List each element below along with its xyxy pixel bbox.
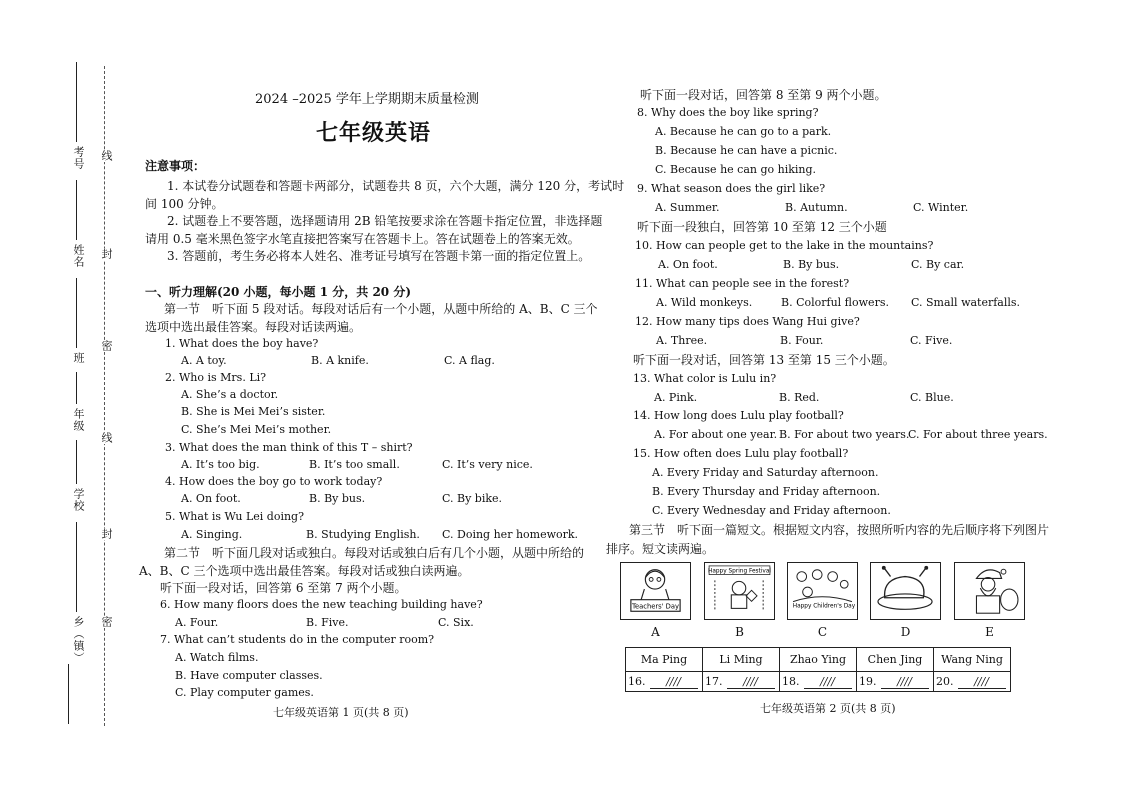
q5-option-b: B. Studying English. [306, 528, 420, 541]
q6-option-c: C. Six. [438, 616, 474, 629]
kaohao-line [76, 62, 77, 142]
q4-option-a: A. On foot. [181, 492, 241, 505]
nianji-label: 年级 [72, 408, 85, 432]
picture-a-text: Teachers' Day [631, 602, 680, 611]
xiang-line [76, 522, 77, 612]
q3-option-a: A. It’s too big. [181, 458, 260, 471]
q2-option-a: A. She’s a doctor. [181, 388, 279, 401]
q4-option-b: B. By bus. [309, 492, 366, 505]
question-4: 4. How does the boy go to work today? [165, 475, 383, 488]
seal-feng-1: 封 [100, 248, 113, 260]
notice-item-1b: 间 100 分钟。 [145, 197, 224, 211]
notice-item-2a: 2. 试题卷上不要答题，选择题请用 2B 铅笔按要求涂在答题卡指定位置，非选择题 [167, 214, 603, 228]
q15-option-a: A. Every Friday and Saturday afternoon. [652, 466, 879, 479]
q13-option-b: B. Red. [779, 391, 820, 404]
q2-option-b: B. She is Mei Mei’s sister. [181, 405, 326, 418]
name-cell: Zhao Ying [780, 648, 857, 672]
question-3: 3. What does the man think of this T – shirt? [165, 441, 413, 454]
xingming-label: 姓名 [72, 244, 85, 268]
seal-mi-1: 密 [100, 340, 113, 352]
part-1-instruction-a: 第一节 听下面 5 段对话。每段对话后有一个小题，从题中所给的 A、B、C 三个 [164, 302, 598, 316]
q3-option-b: B. It’s too small. [309, 458, 400, 471]
q4-option-c: C. By bike. [442, 492, 503, 505]
notice-item-1a: 1. 本试卷分试题卷和答题卡两部分，试题卷共 8 页，六个大题，满分 120 分，考试时 [167, 179, 625, 193]
q15-option-b: B. Every Thursday and Friday afternoon. [652, 485, 881, 498]
question-10: 10. How can people get to the lake in the mountains? [635, 239, 934, 252]
q15-option-c: C. Every Wednesday and Friday afternoon. [652, 504, 891, 517]
seal-mi-2: 密 [100, 616, 113, 628]
name-cell: Wang Ning [934, 648, 1011, 672]
q14-option-b: B. For about two years. [779, 428, 910, 441]
q13-option-c: C. Blue. [910, 391, 954, 404]
picture-label-a: A [651, 625, 660, 639]
q7-option-b: B. Have computer classes. [175, 669, 323, 682]
q12-option-b: B. Four. [780, 334, 824, 347]
q10-option-a: A. On foot. [658, 258, 718, 271]
question-12: 12. How many tips does Wang Hui give? [635, 315, 860, 328]
exam-title: 2024 –2025 学年上学期期末质量检测 [255, 92, 479, 107]
question-8: 8. Why does the boy like spring? [637, 106, 819, 119]
intro-6-7: 听下面一段对话，回答第 6 至第 7 两个小题。 [160, 581, 407, 595]
q6-option-a: A. Four. [175, 616, 219, 629]
name-cell: Chen Jing [857, 648, 934, 672]
name-cell: Li Ming [703, 648, 780, 672]
q2-option-c: C. She’s Mei Mei’s mother. [181, 423, 332, 436]
answer-blank: //// [804, 675, 852, 689]
picture-c-childrens-day [787, 562, 858, 620]
q7-option-c: C. Play computer games. [175, 686, 314, 699]
picture-label-b: B [735, 625, 744, 639]
answer-cell [857, 672, 934, 692]
section-1-title: 一、听力理解(20 小题，每小题 1 分，共 20 分) [145, 285, 411, 299]
seal-xian-2: 线 [100, 432, 113, 444]
kaohao-label: 考号 [72, 146, 85, 170]
q8-option-c: C. Because he can go hiking. [655, 163, 817, 176]
picture-d-roast-turkey [870, 562, 941, 620]
question-14: 14. How long does Lulu play football? [633, 409, 844, 422]
seal-xian-1: 线 [100, 150, 113, 162]
q1-option-a: A. A toy. [181, 354, 227, 367]
q14-option-a: A. For about one year. [654, 428, 778, 441]
answer-blank: //// [727, 675, 775, 689]
notice-item-2b: 请用 0.5 毫米黑色签字水笔直接把答案写在答题卡上。答在试题卷上的答案无效。 [145, 232, 580, 246]
answer-number: 19. [859, 674, 877, 688]
picture-a-teachers-day [620, 562, 691, 620]
xuexiao-label: 学校 [72, 488, 85, 512]
notice-title: 注意事项： [145, 159, 206, 173]
answer-blank: //// [958, 675, 1006, 689]
q1-option-b: B. A knife. [311, 354, 369, 367]
q8-option-b: B. Because he can have a picnic. [655, 144, 838, 157]
picture-c-text: Happy Children's Day [792, 603, 856, 610]
answer-cell [780, 672, 857, 692]
picture-b-spring-festival [704, 562, 775, 620]
answer-number: 17. [705, 674, 723, 688]
xingming-line [76, 180, 77, 240]
part-1-instruction-b: 选项中选出最佳答案。每段对话读两遍。 [145, 320, 362, 334]
page-2-footer: 七年级英语第 2 页(共 8 页) [760, 702, 896, 715]
q9-option-c: C. Winter. [913, 201, 969, 214]
q8-option-a: A. Because he can go to a park. [655, 125, 832, 138]
q11-option-c: C. Small waterfalls. [911, 296, 1021, 309]
ban-label: 班 [72, 352, 85, 364]
question-9: 9. What season does the girl like? [637, 182, 826, 195]
part-3-instruction-b: 排序。短文读两遍。 [606, 542, 715, 556]
question-15: 15. How often does Lulu play football? [633, 447, 849, 460]
q7-option-a: A. Watch films. [175, 651, 259, 664]
page-1-footer: 七年级英语第 1 页(共 8 页) [273, 706, 409, 719]
answer-table-names-row [626, 648, 1011, 672]
part-3-instruction-a: 第三节 听下面一篇短文。根据短文内容，按照所听内容的先后顺序将下列图片 [629, 523, 1050, 537]
answer-blank: //// [650, 675, 698, 689]
answer-table-blanks-row [626, 672, 1011, 692]
intro-10-12: 听下面一段独白，回答第 10 至第 12 三个小题 [637, 220, 887, 234]
answer-number: 16. [628, 674, 646, 688]
question-2: 2. Who is Mrs. Li? [165, 371, 267, 384]
answer-number: 18. [782, 674, 800, 688]
answer-table [625, 647, 1011, 692]
q5-option-a: A. Singing. [181, 528, 243, 541]
q14-option-c: C. For about three years. [908, 428, 1048, 441]
question-7: 7. What can’t students do in the computer room? [160, 633, 435, 646]
picture-label-c: C [817, 625, 828, 639]
question-13: 13. What color is Lulu in? [633, 372, 777, 385]
question-6: 6. How many floors does the new teaching building have? [160, 598, 483, 611]
question-1: 1. What does the boy have? [165, 337, 319, 350]
picture-label-e: E [985, 625, 994, 639]
answer-number: 20. [936, 674, 954, 688]
intro-13-15: 听下面一段对话，回答第 13 至第 15 三个小题。 [633, 353, 895, 367]
question-5: 5. What is Wu Lei doing? [165, 510, 304, 523]
answer-cell [703, 672, 780, 692]
name-cell: Ma Ping [626, 648, 703, 672]
ban-line [76, 278, 77, 348]
question-11: 11. What can people see in the forest? [635, 277, 850, 290]
q10-option-c: C. By car. [911, 258, 965, 271]
notice-item-3: 3. 答题前，考生务必将本人姓名、准考证号填写在答题卡第一面的指定位置上。 [167, 249, 591, 263]
q11-option-b: B. Colorful flowers. [781, 296, 889, 309]
q9-option-a: A. Summer. [655, 201, 720, 214]
part-2-instruction-b: A、B、C 三个选项中选出最佳答案。每段对话或独白读两遍。 [139, 564, 470, 578]
q1-option-c: C. A flag. [444, 354, 495, 367]
answer-cell [626, 672, 703, 692]
q11-option-a: A. Wild monkeys. [656, 296, 753, 309]
xiang-bottom-line [68, 664, 69, 724]
q6-option-b: B. Five. [306, 616, 349, 629]
q9-option-b: B. Autumn. [785, 201, 848, 214]
xiang-label: 乡（镇） [72, 616, 85, 664]
subject-title: 七年级英语 [316, 120, 432, 146]
q5-option-c: C. Doing her homework. [442, 528, 579, 541]
answer-cell [934, 672, 1011, 692]
q12-option-c: C. Five. [910, 334, 953, 347]
seal-feng-2: 封 [100, 528, 113, 540]
picture-e-santa-claus [954, 562, 1025, 620]
q10-option-b: B. By bus. [783, 258, 840, 271]
intro-8-9: 听下面一段对话，回答第 8 至第 9 两个小题。 [640, 88, 887, 102]
answer-blank: //// [881, 675, 929, 689]
picture-b-text: Happy Spring Festival [707, 568, 772, 575]
picture-label-d: D [900, 625, 911, 639]
q3-option-c: C. It’s very nice. [442, 458, 533, 471]
q13-option-a: A. Pink. [654, 391, 698, 404]
q12-option-a: A. Three. [656, 334, 708, 347]
part-2-instruction-a: 第二节 听下面几段对话或独白。每段对话或独白后有几个小题，从题中所给的 [164, 546, 585, 560]
xuexiao-line [76, 440, 77, 484]
nianji-line [76, 372, 77, 404]
